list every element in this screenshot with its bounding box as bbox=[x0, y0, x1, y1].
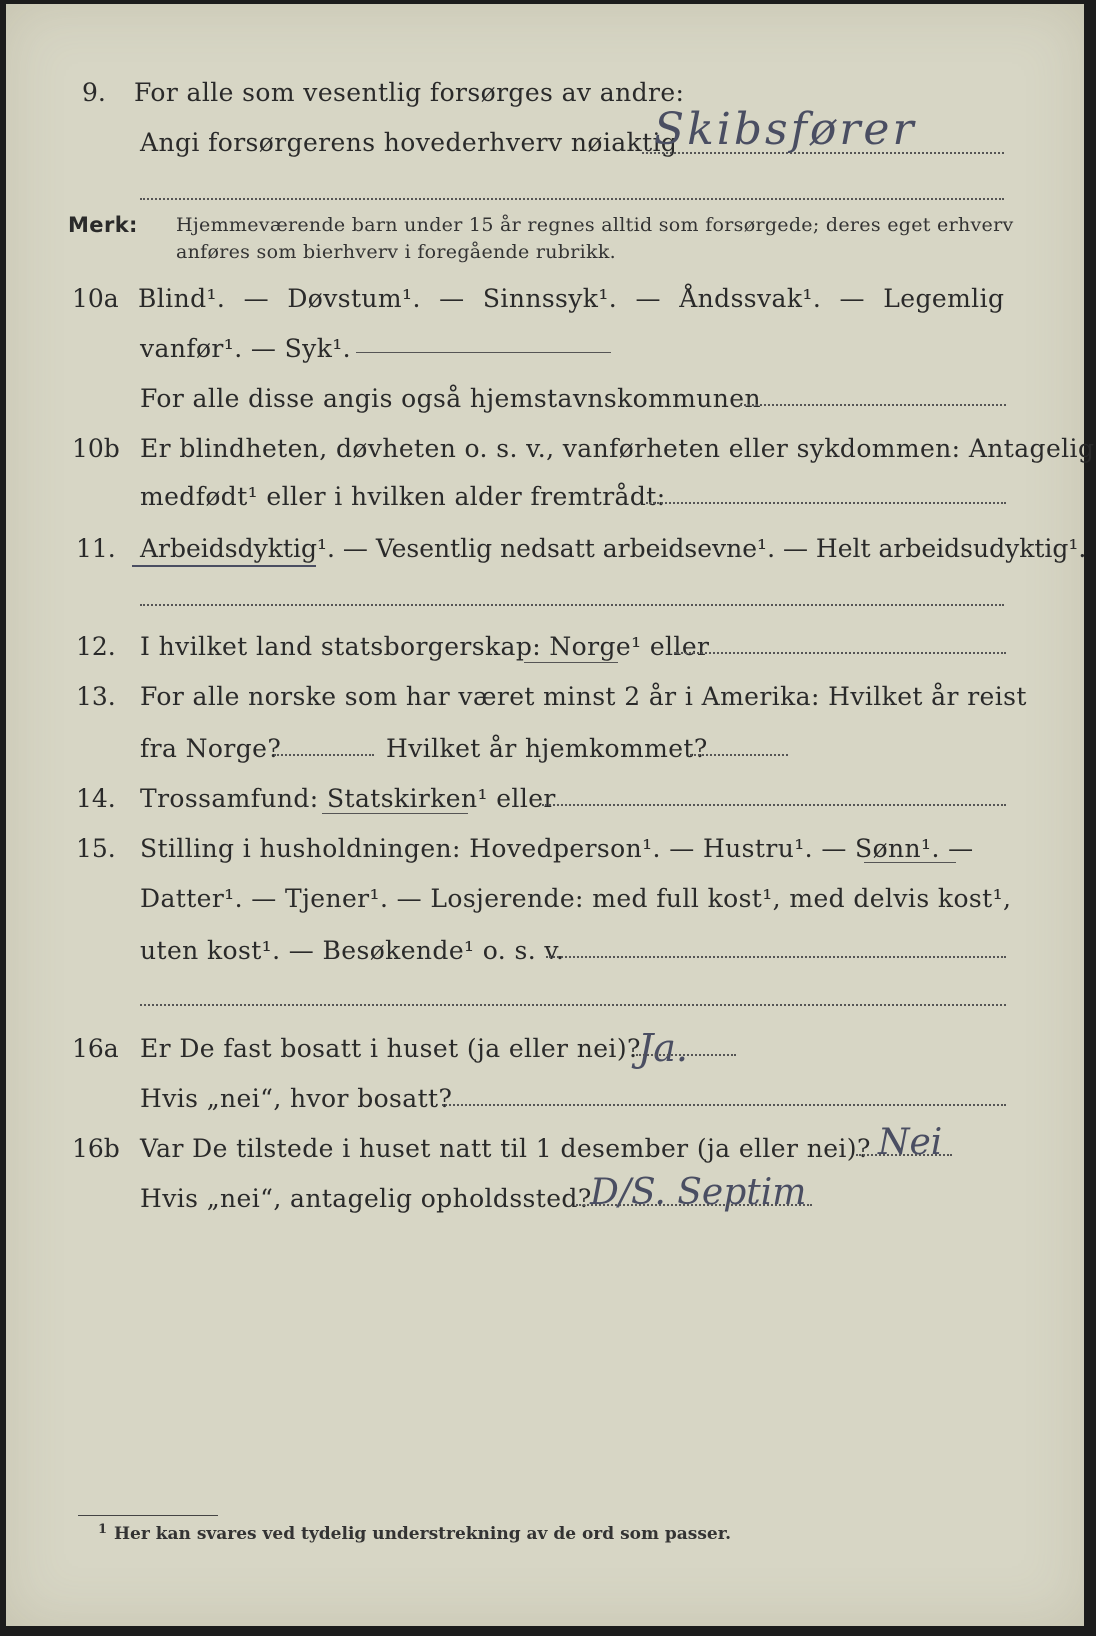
q15-line1: Stilling i husholdningen: Hovedperson¹. — Hustru¹. — Sønn¹. — bbox=[140, 834, 974, 863]
question-number-9: 9. bbox=[82, 78, 106, 107]
q15-underline-sonn bbox=[864, 862, 956, 863]
footnote-text: Her kan svares ved tydelig understrekning av de ord som passer. bbox=[114, 1524, 732, 1544]
q12-answer-line bbox=[674, 652, 1006, 654]
merk-line1: Hjemmeværende barn under 15 år regnes alltid som forsørgede; deres eget erhverv bbox=[176, 214, 1014, 236]
q16b-handwritten-answer-1: Nei bbox=[878, 1122, 943, 1163]
q10a-line3: For alle disse angis også hjemstavnskommunen bbox=[140, 384, 761, 413]
q16b-line2: Hvis „nei“, antagelig opholdssted? bbox=[140, 1184, 592, 1213]
q12-line1: I hvilket land statsborgerskap: Norge¹ eller bbox=[140, 632, 710, 661]
q16b-answer-line-1 bbox=[856, 1154, 952, 1156]
q10a-line2: vanfør¹. — Syk¹. bbox=[140, 334, 352, 363]
q11-underline-arbeidsdyktig bbox=[132, 565, 316, 567]
question-number-16b: 16b bbox=[72, 1134, 120, 1163]
q12-underline-norge bbox=[524, 662, 618, 663]
q16a-line2: Hvis „nei“, hvor bosatt? bbox=[140, 1084, 453, 1113]
q11-line1: Arbeidsdyktig¹. — Vesentlig nedsatt arbeidsevne¹. — Helt arbeidsudyktig¹. bbox=[140, 534, 1087, 563]
q10b-answer-line bbox=[646, 502, 1006, 504]
q10b-line2: medfødt¹ eller i hvilken alder fremtrådt: bbox=[140, 482, 666, 511]
q14-underline-statskirken bbox=[322, 813, 468, 814]
q16a-bosatt-line bbox=[442, 1104, 1006, 1106]
q13-hjemkommet-line bbox=[690, 754, 788, 756]
q14-line1: Trossamfund: Statskirken¹ eller bbox=[140, 784, 556, 813]
merk-label: Merk: bbox=[68, 213, 138, 237]
question-number-10a: 10a bbox=[72, 284, 119, 313]
q15-line2: Datter¹. — Tjener¹. — Losjerende: med full kost¹, med delvis kost¹, bbox=[140, 884, 1012, 913]
q15-answer-line bbox=[546, 956, 1006, 958]
q15-line3: uten kost¹. — Besøkende¹ o. s. v. bbox=[140, 936, 565, 965]
q16b-answer-line-2 bbox=[576, 1204, 812, 1206]
q16a-handwritten-answer: Ja. bbox=[638, 1026, 688, 1070]
q13-line2b: Hvilket år hjemkommet? bbox=[386, 734, 708, 763]
q9-line2: Angi forsørgerens hovederhverv nøiaktig bbox=[140, 128, 678, 157]
q13-reist-line bbox=[274, 754, 374, 756]
q11-extra-line bbox=[140, 604, 1004, 606]
question-number-13: 13. bbox=[76, 682, 116, 711]
question-number-12: 12. bbox=[76, 632, 116, 661]
footnote-mark: 1 bbox=[98, 1522, 108, 1537]
question-number-11: 11. bbox=[76, 534, 116, 563]
q14-answer-line bbox=[542, 804, 1006, 806]
question-number-16a: 16a bbox=[72, 1034, 119, 1063]
q10a-line1: Blind¹. — Døvstum¹. — Sinnssyk¹. — Åndssvak¹. — Legemlig bbox=[138, 284, 1005, 313]
q13-line2a: fra Norge? bbox=[140, 734, 282, 763]
q10a-hjemstavn-line bbox=[740, 404, 1006, 406]
census-form-page bbox=[6, 4, 1095, 1626]
q10a-answer-line bbox=[356, 352, 611, 353]
merk-line2: anføres som bierhverv i foregående rubrikk. bbox=[176, 241, 616, 263]
question-number-14: 14. bbox=[76, 784, 116, 813]
question-number-15: 15. bbox=[76, 834, 116, 863]
q16b-line1: Var De tilstede i huset natt til 1 desember (ja eller nei)? bbox=[140, 1134, 871, 1163]
q16a-answer-line bbox=[636, 1054, 736, 1056]
q15-extra-line bbox=[140, 1004, 1006, 1006]
q9-handwritten-answer: Skibsfører bbox=[654, 104, 917, 155]
q9-line1: For alle som vesentlig forsørges av andre: bbox=[134, 78, 685, 107]
footnote-rule bbox=[78, 1515, 218, 1516]
q13-line1: For alle norske som har været minst 2 år i Amerika: Hvilket år reist bbox=[140, 682, 1027, 711]
q16a-line1: Er De fast bosatt i huset (ja eller nei)? bbox=[140, 1034, 641, 1063]
q9-extra-line bbox=[140, 198, 1004, 200]
question-number-10b: 10b bbox=[72, 434, 120, 463]
q16b-handwritten-answer-2: D/S. Septim bbox=[590, 1172, 807, 1213]
q10b-line1: Er blindheten, døvheten o. s. v., vanførheten eller sykdommen: Antagelig bbox=[140, 434, 1095, 463]
